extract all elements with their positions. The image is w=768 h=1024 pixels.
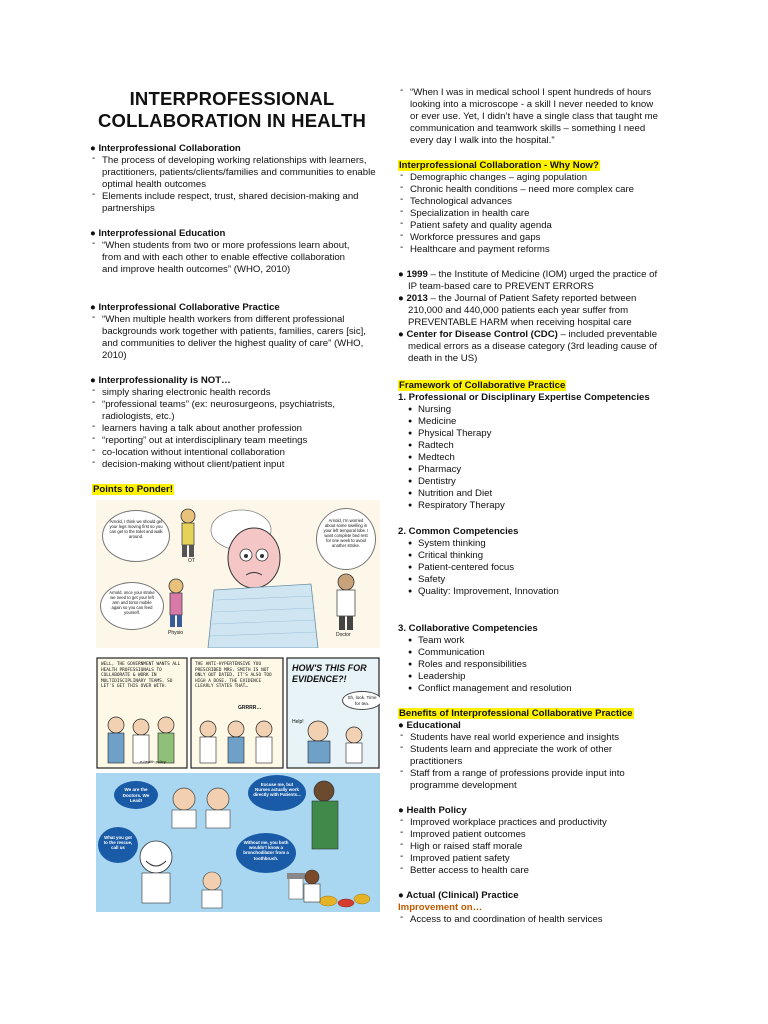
list-item: - Access to and coordination of health services [398, 914, 668, 926]
comic-strip-evidence [96, 657, 380, 769]
list-item: - Students learn and appreciate the work of other practitioners [398, 744, 658, 768]
section-heading: Benefits of Interprofessional Collaborative Practice [399, 708, 633, 719]
list-item: ● System thinking [408, 538, 698, 550]
competency-2-title: 2. Common Competencies [398, 526, 519, 537]
bubble-doctors: We are the Doctors. We Lead! [114, 781, 158, 809]
list-item: - learners having a talk about another profession [90, 423, 370, 435]
list-item: - Technological advances [398, 196, 688, 208]
section-why-now [398, 160, 688, 256]
section-common-competencies [398, 526, 698, 598]
section-ip-not [90, 375, 370, 471]
section-heading: Interprofessional Collaboration - Why Now? [399, 160, 599, 171]
list-item: ● Nutrition and Diet [408, 488, 698, 500]
list-item: ● Physical Therapy [408, 428, 698, 440]
fact-1999: ● 1999 – the Institute of Medicine (IOM) urged the practice of IP team-based care to PREVENT ERRORS [398, 269, 658, 292]
list-item: - simply sharing electronic health records [90, 387, 370, 399]
speech-bubble-doctor: Arnold, I'm worried about some swelling in your left temporal lobe. I want complete bed rest for one week to avoid another stroke. [316, 508, 376, 570]
speech-bubble-physio: Arnold, once your stroke we need to get your left arm and torso mobile again so you can feed yourself. [100, 582, 164, 630]
list-item: ● Nursing [408, 404, 698, 416]
section-ip-collaboration [90, 143, 376, 215]
comic-grrr-text: GRRRR… [238, 705, 262, 711]
list-item: ● Leadership [408, 671, 698, 683]
list-item: ● Quality: Improvement, Innovation [408, 586, 698, 598]
benefits-educational-heading: ● Educational [398, 720, 461, 731]
benefits-actual-heading: ● Actual (Clinical) Practice [398, 890, 519, 901]
fact-2013: ● 2013 – the Journal of Patient Safety reported between 210,000 and 440,000 patients each year suffer from PREVENTABLE HARM when receiving hospital care [398, 293, 637, 328]
section-collaborative-competencies [398, 623, 698, 695]
label-physio: Physio [168, 630, 184, 636]
list-item: ● Safety [408, 574, 698, 586]
bubble-nurses: Excuse me, but Nurses actually work directly with Patients... [248, 775, 306, 811]
section-heading: Framework of Collaborative Practice [399, 380, 566, 391]
list-item: - High or raised staff morale [398, 841, 668, 853]
section-heading: ● Interprofessional Collaborative Practice [90, 302, 280, 313]
list-item: ● Respiratory Therapy [408, 500, 698, 512]
list-item: ● Radtech [408, 440, 698, 452]
fact-cdc: ● Center for Disease Control (CDC) – included preventable medical errors as a disease category (3rd leading cause of death in the US) [398, 329, 658, 364]
section-heading: ● Interprofessional Education [90, 228, 226, 239]
section-ip-education [90, 228, 360, 276]
competency-3-title: 3. Collaborative Competencies [398, 623, 538, 634]
list-item: - Improved patient outcomes [398, 829, 668, 841]
list-item: - Students have real world experience and insights [398, 732, 658, 744]
section-benefits [398, 708, 658, 792]
list-item: - Patient safety and quality agenda [398, 220, 688, 232]
label-ot: OT [188, 558, 195, 564]
doctor-quote: - “When I was in medical school I spent hundreds of hours looking into a microscope - a skill I never needed to know or ever use. Yet, I didn’t have a single class that taught me communication and teamwork skills – something I need every day I walk into the hospital.” [398, 87, 660, 147]
points-to-ponder-heading: Points to Ponder! [93, 484, 173, 495]
list-item: ● Conflict management and resolution [408, 683, 698, 695]
list-item: ● Dentistry [408, 476, 698, 488]
list-item: - Chronic health conditions – need more complex care [398, 184, 688, 196]
list-item: ● Medicine [408, 416, 698, 428]
cartoon-doctors-nurses [96, 773, 380, 912]
list-item: ● Critical thinking [408, 550, 698, 562]
label-doctor: Doctor [336, 632, 351, 638]
section-health-policy [398, 805, 668, 877]
section-framework [398, 380, 698, 512]
speech-bubble-ot: Arnold, I think we should get your legs moving first so you can get to the toilet and walk around. [102, 510, 170, 562]
benefits-policy-heading: ● Health Policy [398, 805, 467, 816]
section-facts [398, 269, 668, 365]
list-item: - decision-making without client/patient input [90, 459, 370, 471]
list-item: - “When students from two or more professions learn about, from and with each other to enable effective collaboration and improve health outcomes” (WHO, 2010) [90, 240, 360, 276]
list-item: - “reporting” out at interdisciplinary team meetings [90, 435, 370, 447]
list-item: ● Team work [408, 635, 698, 647]
list-item: - Staff from a range of professions provide input into programme development [398, 768, 658, 792]
quote-block [398, 87, 660, 147]
comic-panel-2-text: THE ANTI-HYPERTENSIVE YOU PRESCRIBED MRS. SMITH IS NOT ONLY OUT DATED, IT'S ALSO TOO HIGH A DOSE. THE EVIDENCE CLEARLY STATES THAT… [195, 662, 272, 689]
list-item: - Demographic changes – aging population [398, 172, 688, 184]
list-item: - The process of developing working relationships with learners, practitioners, patients/clients/families and communities to enable optimal health outcomes [90, 155, 376, 191]
comic-help-text: Help! [292, 719, 304, 725]
list-item: - Improved patient safety [398, 853, 668, 865]
list-item: ● Medtech [408, 452, 698, 464]
list-item: - co-location without intentional collaboration [90, 447, 370, 459]
list-item: - Improved workplace practices and productivity [398, 817, 668, 829]
list-item: ● Communication [408, 647, 698, 659]
comic-signature: e-health policy [140, 759, 166, 764]
list-item: ● Pharmacy [408, 464, 698, 476]
cartoon-stroke-patient [96, 500, 380, 648]
list-item: - Workforce pressures and gaps [398, 232, 688, 244]
section-heading: ● Interprofessional Collaboration [90, 143, 241, 154]
comic-panel-1-text: WELL, THE GOVERNMENT WANTS ALL HEALTH PROFESSIONALS TO COLLABORATE & WORK IN MULTIDISCIPLINARY TEAMS. SO LET'S GET THIS OVER WITH. [101, 662, 181, 689]
list-item: - “When multiple health workers from different professional backgrounds work together with patients, families, carers [sic], and communities to deliver the highest quality of care” (WHO, 2010) [90, 314, 372, 362]
comic-panel-3-text: HOW'S THIS FOR EVIDENCE?! [292, 663, 367, 684]
list-item: - Healthcare and payment reforms [398, 244, 688, 256]
improvement-subheading: Improvement on… [398, 902, 483, 913]
section-clinical-practice [398, 890, 668, 926]
section-heading: ● Interprofessionality is NOT… [90, 375, 231, 386]
bubble-pharmacist: Without me, you both wouldn't know a bronchodilator from a toothbrush. [236, 833, 296, 873]
comic-tea-bubble: Sh, look. Time for tea. [342, 691, 380, 710]
bubble-rescue: What you got to the rescue, call us [98, 827, 138, 863]
list-item: - Elements include respect, trust, shared decision-making and partnerships [90, 191, 376, 215]
list-item: ● Roles and responsibilities [408, 659, 698, 671]
list-item: - Better access to health care [398, 865, 668, 877]
page-title: INTERPROFESSIONAL COLLABORATION IN HEALTH [97, 88, 367, 131]
list-item: ● Patient-centered focus [408, 562, 698, 574]
competency-1-title: 1. Professional or Disciplinary Expertise Competencies [398, 392, 650, 403]
list-item: - Specialization in health care [398, 208, 688, 220]
list-item: - “professional teams” (ex: neurosurgeons, psychiatrists, radiologists, etc.) [90, 399, 370, 423]
section-ip-practice [90, 302, 372, 362]
